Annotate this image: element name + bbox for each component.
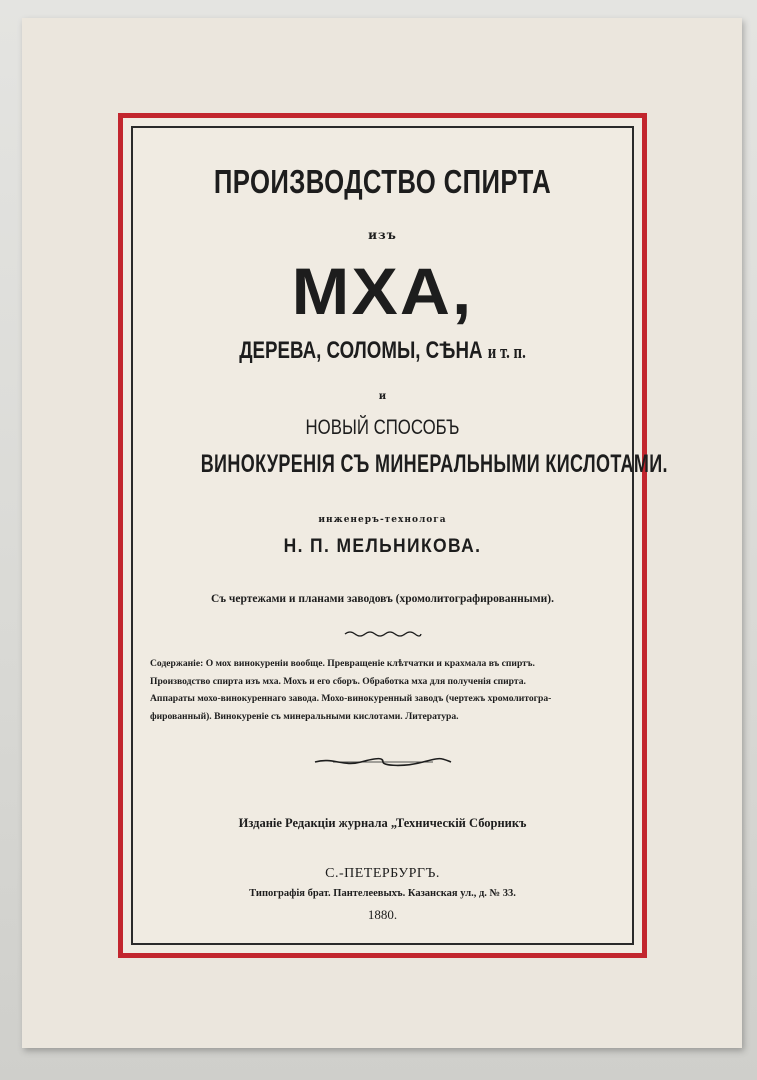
author-name: Н. П. МЕЛЬНИКОВА. — [283, 536, 482, 557]
method-name: ВИНОКУРЕНІЯ СЪ МИНЕРАЛЬНЫМИ КИСЛОТАМИ. — [200, 450, 668, 478]
publication-city: С.-ПЕТЕРБУРГЪ. — [325, 866, 440, 881]
contents-paragraph — [150, 655, 620, 725]
wavy-rule-icon — [343, 629, 423, 639]
contents-line: Содержаніе: О мох винокуреніи вообще. Превращеніе клѣтчатки и крахмала въ спиртъ. — [150, 658, 535, 669]
publisher-line: Изданіе Редакціи журнала „Техническій Сборникъ — [238, 816, 527, 830]
subtitle-main: ДЕРЕВА, СОЛОМЫ, СѢНА — [239, 337, 483, 364]
title-main-word: МХА, — [291, 254, 474, 328]
title-page-content — [130, 125, 668, 946]
drawings-note: Съ чертежами и планами заводовъ (хромолитографированными). — [211, 593, 554, 605]
title-conjunction: и — [378, 391, 387, 402]
subtitle-tail: и т. п. — [487, 342, 526, 363]
publication-year: 1880. — [367, 907, 398, 922]
author-role: инженеръ-технолога — [318, 515, 447, 525]
title-preposition: изъ — [368, 228, 397, 242]
book-title: ПРОИЗВОДСТВО СПИРТА — [213, 163, 552, 200]
title-subtitle — [186, 337, 580, 365]
contents-line: Производство спирта изъ мха. Мохъ и его сборъ. Обработка мха для полученія спирта. — [150, 675, 526, 687]
ornamental-rule-bottom — [130, 753, 635, 772]
contents-line: Аппараты мохо-винокуреннаго завода. Мохо-винокуренный заводъ (чертежъ хромолитогра- — [150, 693, 552, 704]
ornamental-rule-top — [130, 624, 635, 643]
contents-line: фированный). Винокуреніе съ минеральными кислотами. Литература. — [150, 710, 459, 722]
printer-line: Типографія брат. Пантелеевыхъ. Казанская ул., д. № 33. — [249, 888, 516, 899]
flourish-rule-icon — [313, 756, 453, 768]
new-method-heading: НОВЫЙ СПОСОБЪ — [305, 416, 460, 439]
